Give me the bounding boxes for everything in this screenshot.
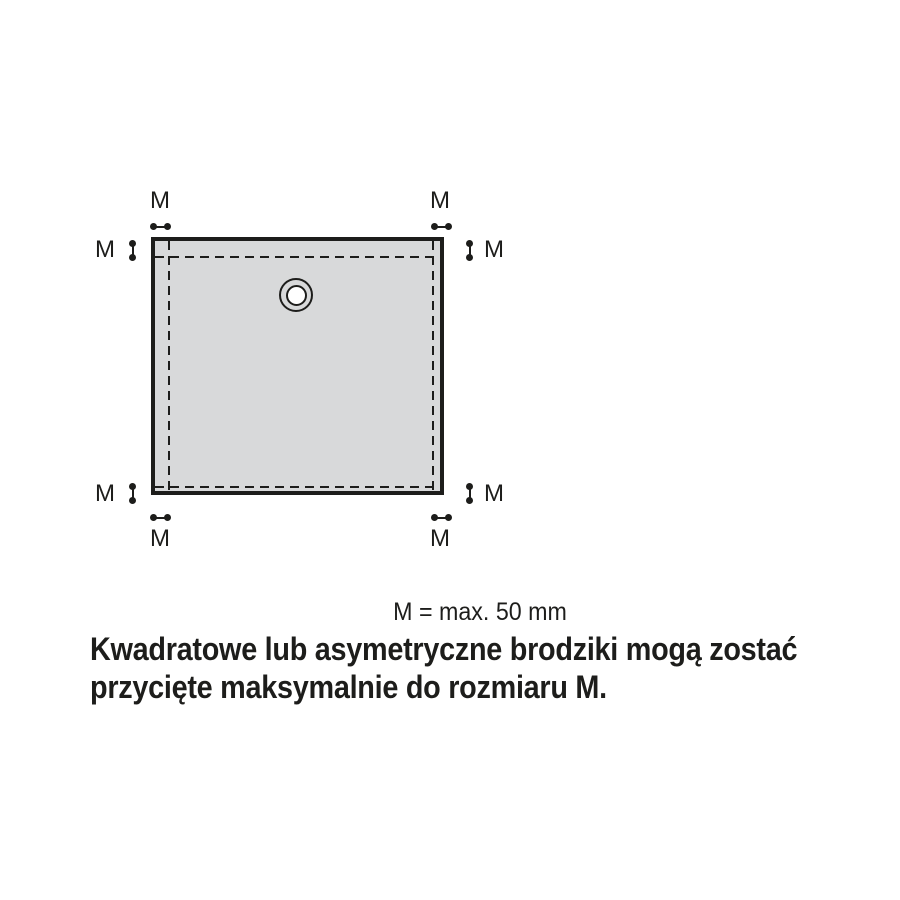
m-label-left-bottom: M: [95, 480, 115, 507]
dim-marker-left-bottom: [129, 483, 136, 504]
dim-marker-bottom-right: [431, 514, 452, 521]
m-label-bottom-right: M: [430, 525, 450, 552]
dim-dot: [164, 514, 171, 521]
dim-dot: [466, 254, 473, 261]
m-label-right-top: M: [484, 236, 504, 263]
caption-text: [90, 630, 797, 706]
drain-hole-icon: [279, 278, 313, 312]
caption-line-1: Kwadratowe lub asymetryczne brodziki mogą zostać: [90, 631, 798, 667]
dim-marker-right-bottom: [466, 483, 473, 504]
m-label-left-top: M: [95, 236, 115, 263]
m-label-bottom-left: M: [150, 525, 170, 552]
dim-marker-bottom-left: [150, 514, 171, 521]
cut-line-left: [168, 241, 170, 491]
dim-dot: [445, 223, 452, 230]
dimension-note: M = max. 50 mm: [393, 598, 567, 626]
cut-line-right: [432, 241, 434, 491]
dim-dot: [129, 254, 136, 261]
dim-dot: [129, 497, 136, 504]
drain-hole-inner: [286, 285, 307, 306]
m-label-right-bottom: M: [484, 480, 504, 507]
dim-marker-right-top: [466, 240, 473, 261]
dim-dot: [445, 514, 452, 521]
shower-tray: [151, 237, 444, 495]
m-label-top-left: M: [150, 187, 170, 214]
caption-line-2: przycięte maksymalnie do rozmiaru M.: [90, 669, 607, 705]
dim-dot: [466, 497, 473, 504]
dim-marker-top-right: [431, 223, 452, 230]
cut-line-top: [155, 256, 440, 258]
dim-marker-left-top: [129, 240, 136, 261]
m-label-top-right: M: [430, 187, 450, 214]
cut-line-bottom: [155, 486, 440, 488]
dim-dot: [164, 223, 171, 230]
dim-marker-top-left: [150, 223, 171, 230]
